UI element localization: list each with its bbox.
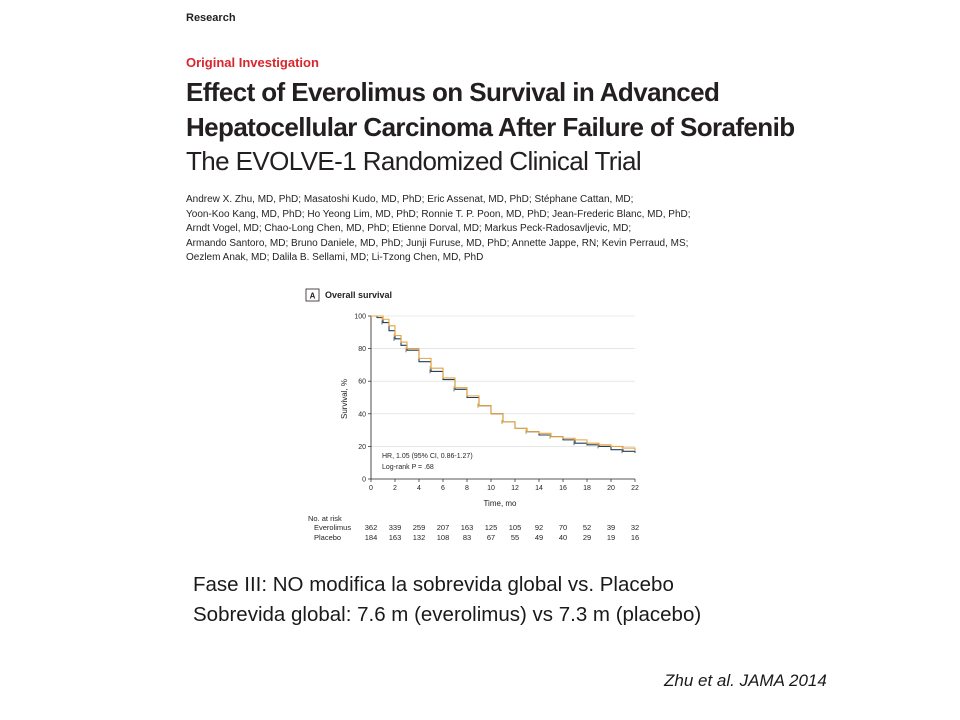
author-line: Armando Santoro, MD; Bruno Daniele, MD, PhD; Junji Furuse, MD, PhD; Annette Jappe, RN; Kevin Perraud, MS; <box>186 237 689 249</box>
x-tick-label: 2 <box>393 485 397 492</box>
x-tick-label: 6 <box>441 485 445 492</box>
x-ticks <box>369 479 639 492</box>
risk-count: 83 <box>462 533 472 542</box>
x-tick-label: 0 <box>369 485 373 492</box>
risk-count: 70 <box>558 523 568 532</box>
risk-count: 19 <box>606 533 616 542</box>
risk-count: 184 <box>364 533 378 542</box>
author-list <box>186 193 746 266</box>
risk-count: 39 <box>606 523 616 532</box>
risk-count: 105 <box>508 523 522 532</box>
risk-count: 55 <box>510 533 520 542</box>
risk-count: 29 <box>582 533 592 542</box>
y-tick-label: 80 <box>358 346 366 354</box>
panel-label: A <box>309 291 316 301</box>
risk-count: 67 <box>486 533 496 542</box>
citation: Zhu et al. JAMA 2014 <box>664 671 827 690</box>
article-title-line-2: Hepatocellular Carcinoma After Failure of Sorafenib <box>186 112 795 142</box>
x-tick-label: 8 <box>465 485 469 492</box>
log-rank-annotation: Log-rank P = .68 <box>382 464 434 471</box>
article-type: Original Investigation <box>186 55 319 70</box>
x-tick-label: 4 <box>417 485 421 492</box>
caption-line-1: Fase III: NO modifica la sobrevida global vs. Placebo <box>193 573 674 596</box>
y-axis-label: Survival, % <box>340 378 349 420</box>
risk-count: 125 <box>484 523 498 532</box>
risk-count: 259 <box>412 523 426 532</box>
risk-count: 163 <box>460 523 474 532</box>
y-tick-label: 60 <box>358 378 366 386</box>
survival-curves <box>371 316 635 453</box>
slide-caption <box>193 570 701 630</box>
article-subtitle: The EVOLVE-1 Randomized Clinical Trial <box>186 146 642 176</box>
risk-count: 132 <box>412 533 426 542</box>
section-label: Research <box>186 12 236 24</box>
x-tick-label: 18 <box>583 485 591 492</box>
risk-count: 92 <box>534 523 544 532</box>
panel-title: Overall survival <box>325 290 393 300</box>
risk-count: 16 <box>630 533 640 542</box>
y-ticks <box>354 314 371 484</box>
x-tick-label: 20 <box>607 485 615 492</box>
risk-row-label: Everolimus <box>314 523 352 532</box>
risk-count: 32 <box>630 523 640 532</box>
x-tick-label: 22 <box>631 485 639 492</box>
risk-table-header: No. at risk <box>308 514 342 523</box>
y-tick-label: 100 <box>354 313 366 321</box>
survival-curve-everolimus <box>371 316 635 453</box>
risk-count: 362 <box>364 523 378 532</box>
y-tick-label: 0 <box>362 476 366 484</box>
author-line: Yoon-Koo Kang, MD, PhD; Ho Yeong Lim, MD, PhD; Ronnie T. P. Poon, MD, PhD; Jean-Frederic Blanc, MD, PhD; <box>186 208 691 220</box>
risk-count: 207 <box>436 523 450 532</box>
hazard-ratio-annotation: HR, 1.05 (95% CI, 0.86-1.27) <box>382 453 473 460</box>
risk-count: 339 <box>388 523 402 532</box>
risk-count: 52 <box>582 523 592 532</box>
x-tick-label: 14 <box>535 485 543 492</box>
risk-count: 108 <box>436 533 450 542</box>
x-tick-label: 10 <box>487 485 495 492</box>
author-line: Oezlem Anak, MD; Dalila B. Sellami, MD; Li-Tzong Chen, MD, PhD <box>186 252 484 263</box>
risk-count: 40 <box>558 533 568 542</box>
risk-count: 49 <box>534 533 544 542</box>
risk-row-label: Placebo <box>314 533 342 542</box>
risk-table <box>314 523 639 542</box>
x-axis-label: Time, mo <box>483 499 517 508</box>
risk-count: 163 <box>388 533 402 542</box>
caption-line-2: Sobrevida global: 7.6 m (everolimus) vs 7.3 m (placebo) <box>193 603 702 626</box>
author-line: Andrew X. Zhu, MD, PhD; Masatoshi Kudo, MD, PhD; Eric Assenat, MD, PhD; Stéphane Cattan, MD; <box>186 194 634 205</box>
article-title-line-1: Effect of Everolimus on Survival in Advanced <box>186 77 720 107</box>
y-tick-label: 40 <box>358 411 366 419</box>
x-tick-label: 16 <box>559 485 567 492</box>
y-tick-label: 20 <box>358 443 366 451</box>
author-line: Arndt Vogel, MD; Chao-Long Chen, MD, PhD; Etienne Dorval, MD; Markus Peck-Radosavljevic, MD; <box>186 223 632 234</box>
survival-figure <box>296 283 656 548</box>
x-tick-label: 12 <box>511 485 519 492</box>
survival-curve-placebo <box>371 316 635 451</box>
grid <box>371 316 635 446</box>
